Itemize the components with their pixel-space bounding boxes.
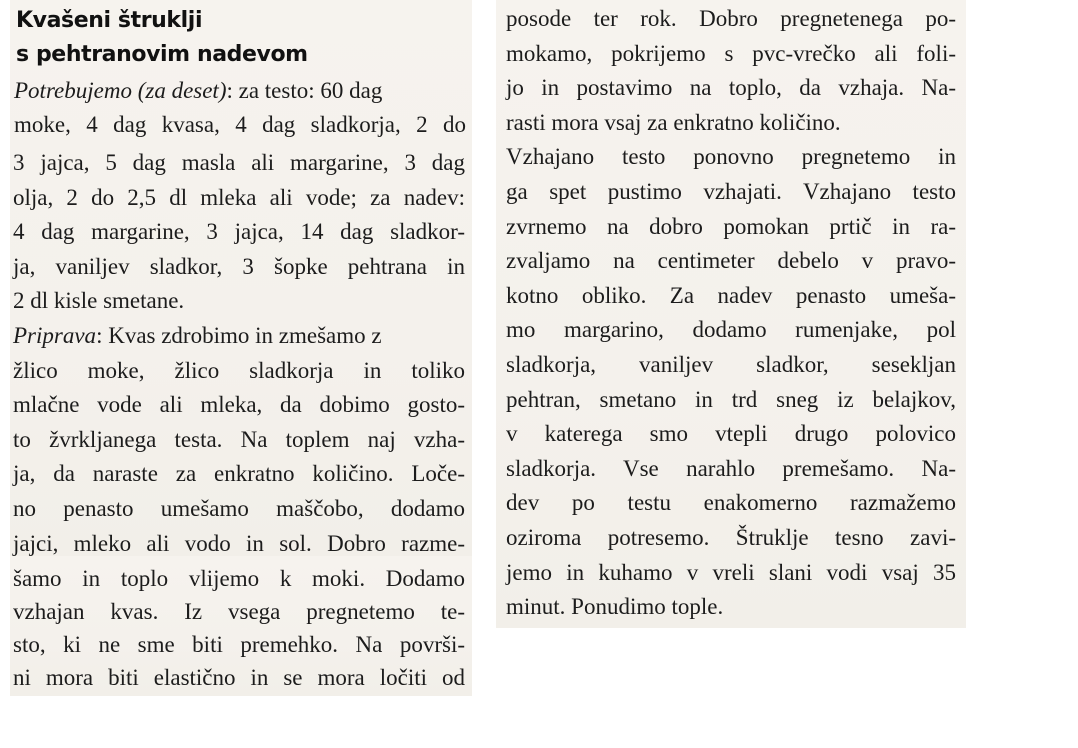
column-2 <box>496 0 966 628</box>
text-line: no penasto umešamo maščobo, dodamo <box>13 496 465 521</box>
text-line: to žvrkljanega testa. Na toplem naj vzha- <box>13 426 465 452</box>
text-line: 2 dl kisle smetane. <box>13 288 185 314</box>
text-line: ja, da naraste za enkratno količino. Loče- <box>13 461 465 487</box>
column-1-lower <box>10 556 472 696</box>
text-line: 4 dag margarine, 3 jajca, 14 dag sladkor- <box>13 219 465 245</box>
text-line: mokamo, pokrijemo s pvc-vrečko ali foli- <box>506 40 956 66</box>
text-line: rasti mora vsaj za enkratno količino. <box>506 109 841 135</box>
text-line: vzhajan kvas. Iz vsega pregnetemo te- <box>13 599 465 624</box>
text-line: minut. Ponudimo tople. <box>506 594 724 620</box>
text-line: šamo in toplo vlijemo k moki. Dodamo <box>13 566 465 591</box>
ingredients-first-line <box>14 76 382 106</box>
text-line: posode ter rok. Dobro pregnetenega po- <box>506 6 956 31</box>
text-line: olja, 2 do 2,5 dl mleka ali vode; za nadev: <box>13 184 465 210</box>
ingredients-label: Potrebujemo (za deset) <box>14 78 227 103</box>
ingredients-line-2: moke, 4 dag kvasa, 4 dag sladkorja, 2 do <box>14 112 466 137</box>
text-line: Vzhajano testo ponovno pregnetemo in <box>506 144 956 170</box>
text-line: v katerega smo vtepli drugo polovico <box>506 421 956 447</box>
text-line: oziroma potresemo. Štruklje tesno zavi- <box>506 525 956 550</box>
ingredients-text-start: : za testo: 60 dag <box>226 78 383 103</box>
method-label: Priprava <box>13 323 97 348</box>
text-line: sladkorja, vaniljev sladkor, sesekljan <box>506 352 956 377</box>
recipe-title-line-1: Kvašeni štruklji <box>16 8 203 33</box>
text-line: jemo in kuhamo v vreli slani vodi vsaj 35 <box>506 559 956 585</box>
text-line: dev po testu enakomerno razmažemo <box>506 490 956 516</box>
recipe-title-line-2: s pehtranovim nadevom <box>16 42 308 67</box>
text-line: ga spet pustimo vzhajati. Vzhajano testo <box>506 179 956 204</box>
column-1-upper <box>10 0 472 556</box>
text-line: ni mora biti elastično in se mora ločiti od <box>13 665 465 690</box>
text-line: mo margarino, dodamo rumenjake, pol <box>506 317 956 343</box>
text-line: jo in postavimo na toplo, da vzhaja. Na- <box>506 75 956 101</box>
text-line: 3 jajca, 5 dag masla ali margarine, 3 dag <box>13 150 465 175</box>
text-line: ja, vaniljev sladkor, 3 šopke pehtrana in <box>13 253 465 279</box>
text-line: sto, ki ne sme biti premehko. Na površi- <box>13 632 465 657</box>
method-text-start: : Kvas zdrobimo in zmešamo z <box>96 323 382 348</box>
text-line: pehtran, smetano in trd sneg iz belajkov, <box>506 386 956 412</box>
text-line: zvaljamo na centimeter debelo v pravo- <box>506 248 956 274</box>
text-line: jajci, mleko ali vodo in sol. Dobro razme- <box>13 530 465 556</box>
text-line: zvrnemo na dobro pomokan prtič in ra- <box>506 213 956 239</box>
text-line: sladkorja. Vse narahlo premešamo. Na- <box>506 455 956 481</box>
text-line: mlačne vode ali mleka, da dobimo gosto- <box>13 392 465 418</box>
text-line <box>13 321 382 351</box>
text-line: kotno obliko. Za nadev penasto umeša- <box>506 282 956 308</box>
text-line: žlico moke, žlico sladkorja in toliko <box>13 357 465 383</box>
